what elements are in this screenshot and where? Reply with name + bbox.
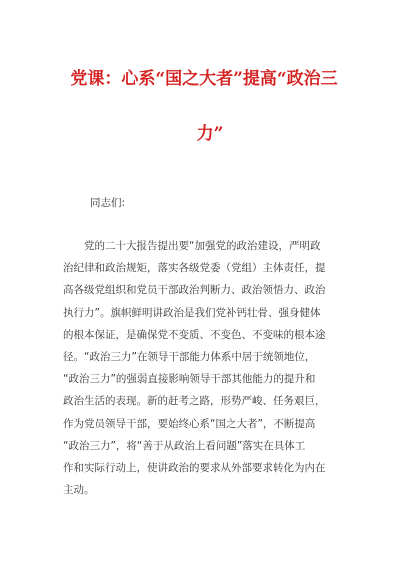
body-line: 执行力”。旗帜鲜明讲政治是我们党补钙壮骨、强身健体 bbox=[63, 306, 321, 319]
body-line: 治纪律和政治规矩，落实各级党委（党组）主体责任，提 bbox=[63, 262, 326, 275]
body-line: “政治三力”，将“善于从政治上看问题”落实在具体工 bbox=[63, 439, 306, 452]
document-title-line-2: 力” bbox=[196, 124, 224, 144]
greeting: 同志们: bbox=[90, 197, 126, 209]
body-line: 径。“政治三力”在领导干部能力体系中居于统领地位， bbox=[63, 350, 316, 363]
body-line: 党的二十大报告提出要“加强党的政治建设，严明政 bbox=[63, 240, 321, 252]
body-line: 高各级党组织和党员干部政治判断力、政治领悟力、政治 bbox=[63, 284, 326, 297]
body-line: 的根本保证，是确保党不变质、不变色、不变味的根本途 bbox=[63, 328, 326, 341]
body-line: “政治三力”的强弱直接影响领导干部其他能力的提升和 bbox=[63, 373, 316, 386]
body-line: 主动。 bbox=[63, 484, 95, 497]
body-line: 作为党员领导干部，要始终心系“国之大者”，不断提高 bbox=[63, 417, 316, 430]
body-paragraph bbox=[63, 235, 353, 501]
body-line: 政治生活的表现。新的赶考之路，形势严峻、任务艰巨， bbox=[63, 395, 326, 408]
body-line: 作和实际行动上，使讲政治的要求从外部要求转化为内在 bbox=[63, 461, 326, 474]
document-title-line-1: 党课：心系“国之大者”提高“政治三 bbox=[70, 69, 338, 89]
